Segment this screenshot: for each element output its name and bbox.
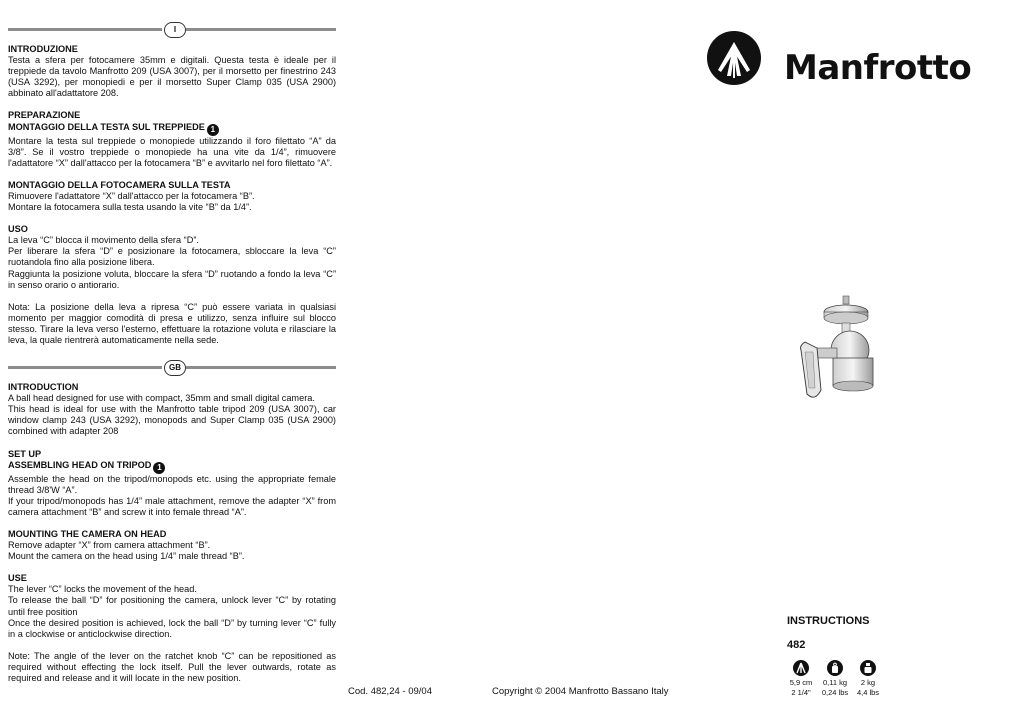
section-introduction bbox=[8, 382, 336, 437]
section-paragraph: The lever “C” locks the movement of the head. bbox=[8, 584, 197, 595]
section-paragraph: Assemble the head on the tripod/monopods etc. using the appropriate female thread 3/8'W “A”. bbox=[8, 473, 336, 495]
section-set-up bbox=[8, 449, 336, 518]
section-paragraph: Mount the camera on the head using 1/4” male thread “B”. bbox=[8, 551, 245, 562]
section-heading: MOUNTING THE CAMERA ON HEAD bbox=[8, 529, 167, 539]
section-heading: INTRODUZIONE bbox=[8, 44, 78, 54]
section-nota bbox=[8, 302, 336, 346]
section-paragraph: Montare la fotocamera sulla testa usando la vite “B” da 1/4”. bbox=[8, 202, 252, 213]
language-badge-english: GB bbox=[164, 360, 186, 376]
section-paragraph: A ball head designed for use with compact, 35mm and small digital camera. bbox=[8, 393, 315, 404]
logo-wordmark: Manfrotto bbox=[784, 48, 972, 88]
section-montaggio-fotocamera bbox=[8, 180, 336, 213]
section-heading: USO bbox=[8, 224, 28, 235]
document-code: Cod. 482,24 - 09/04 bbox=[348, 686, 432, 697]
text-column bbox=[8, 22, 336, 695]
section-paragraph: To release the ball “D” for positioning the camera, unlock lever “C” by rotating until free position bbox=[8, 595, 336, 617]
section-paragraph: Per liberare la sfera “D” e posizionare la fotocamera, sbloccare la leva “C” ruotandola fino alla posizione libera. bbox=[8, 246, 336, 268]
spec-metric: 5,9 cm bbox=[789, 678, 813, 687]
subheading-text: ASSEMBLING HEAD ON TRIPOD bbox=[8, 459, 152, 470]
divider-bar bbox=[8, 28, 162, 31]
model-number: 482 bbox=[787, 639, 806, 651]
tripod-logo-icon bbox=[706, 30, 762, 86]
section-note bbox=[8, 651, 336, 684]
section-paragraph: Note: The angle of the lever on the ratchet knob “C” can be repositioned as required without effecting the lock itself. Pull the lever outwards, rotate as required and release and it will locate in the new position. bbox=[8, 650, 336, 684]
section-heading: USE bbox=[8, 573, 27, 584]
section-paragraph: Nota: La posizione della leva a ripresa “C” può essere variata in qualsiasi momento per maggior comodità di presa e utilizzo, senza influire sul blocco stesso. Tirare la leva verso l'esterno, effettuare la rotazione voluta e rilasciare la leva, la quale rientrerà automaticamente nella sede. bbox=[8, 301, 336, 345]
step-number-badge: 1 bbox=[153, 462, 165, 474]
section-heading: MONTAGGIO DELLA FOTOCAMERA SULLA TESTA bbox=[8, 179, 231, 190]
section-paragraph: Rimuovere l'adattatore “X” dall'attacco per la fotocamera “B”. bbox=[8, 190, 255, 201]
section-heading: SET UP bbox=[8, 448, 42, 459]
section-heading: INTRODUCTION bbox=[8, 382, 79, 393]
section-use bbox=[8, 573, 336, 640]
section-paragraph: Testa a sfera per fotocamere 35mm e digitali. Questa testa è ideale per il treppiede da tavolo Manfrotto 209 (USA 3007), per il morsetto per finestrino 243 (USA 3292), per monopiedi e per il morsetto Super Clamp 035 (USA 2900) abbinato all'adattatore 208. bbox=[8, 55, 336, 99]
spec-imperial: 2 1/4" bbox=[791, 687, 811, 697]
language-badge-italian: I bbox=[164, 22, 186, 38]
language-divider-english bbox=[8, 360, 336, 376]
spec-metric: 0,11 kg bbox=[822, 678, 848, 687]
ball-head-product-image bbox=[795, 290, 895, 410]
section-paragraph: Once the desired position is achieved, lock the ball “D” by turning lever “C” fully in a clockwise or anticlockwise direction. bbox=[8, 617, 336, 639]
section-subheading bbox=[8, 122, 336, 136]
step-number-badge: 1 bbox=[207, 124, 219, 136]
divider-bar bbox=[186, 366, 336, 369]
spec-metric: 2 kg bbox=[860, 678, 876, 687]
weight-icon bbox=[827, 660, 843, 676]
section-paragraph: Montare la testa sul treppiede o monopiede utilizzando il foro filettato “A” da 3/8”. Se il vostro treppiede o monopiede ha una vite da 1/4”, rimuovere l'adattatore “X” dall'attacco per la fotocamera “B” e avvitarlo nel foro filettato “A”. bbox=[8, 135, 336, 168]
section-mounting-camera bbox=[8, 529, 336, 562]
section-paragraph: Remove adapter “X” from camera attachment “B”. bbox=[8, 540, 211, 551]
section-heading: PREPARAZIONE bbox=[8, 110, 81, 121]
manfrotto-logo bbox=[706, 30, 1006, 92]
load-capacity-icon bbox=[860, 660, 876, 676]
section-paragraph: Raggiunta la posizione voluta, bloccare la sfera “D” ruotando a fondo la leva “C” in senso orario o antiorario. bbox=[8, 268, 336, 290]
divider-bar bbox=[186, 28, 336, 31]
spec-imperial: 0,24 lbs bbox=[821, 687, 849, 697]
section-uso bbox=[8, 224, 336, 291]
section-paragraph: If your tripod/monopods has 1/4” male attachment, remove the adapter “X” from camera attachment “B” and screw it into female thread “A”. bbox=[8, 495, 336, 517]
language-divider-italian bbox=[8, 22, 336, 38]
subheading-text: MONTAGGIO DELLA TESTA SUL TREPPIEDE bbox=[8, 121, 205, 132]
section-subheading bbox=[8, 460, 336, 474]
divider-bar bbox=[8, 366, 162, 369]
copyright-text: Copyright © 2004 Manfrotto Bassano Italy bbox=[492, 686, 669, 697]
section-paragraph: La leva “C” blocca il movimento della sfera “D”. bbox=[8, 235, 199, 246]
section-paragraph: This head is ideal for use with the Manfrotto table tripod 209 (USA 3007), car window clamp 243 (USA 3292), monopods and Super Clamp 035 (USA 2900) combined with adapter 208 bbox=[8, 404, 336, 437]
section-preparazione bbox=[8, 110, 336, 168]
section-introduzione bbox=[8, 44, 336, 99]
spec-imperial: 4,4 lbs bbox=[856, 687, 880, 697]
spec-load-capacity bbox=[848, 660, 888, 697]
instructions-title: INSTRUCTIONS bbox=[787, 615, 870, 627]
height-icon bbox=[793, 660, 809, 676]
